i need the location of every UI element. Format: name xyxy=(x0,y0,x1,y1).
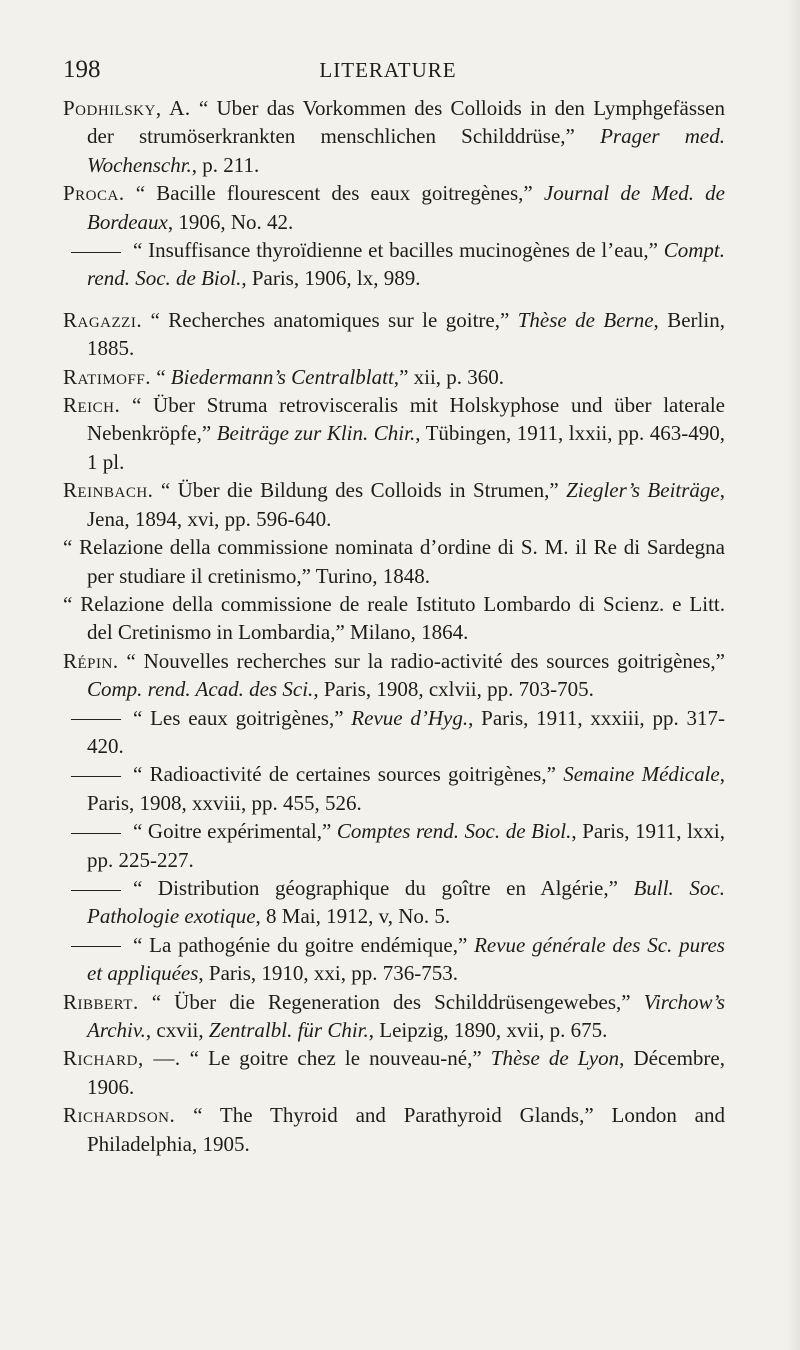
bibliography-entry xyxy=(63,590,725,647)
page-header xyxy=(63,56,713,88)
ditto-rule xyxy=(71,776,121,777)
bibliography-entry xyxy=(63,817,725,874)
bibliography-entry xyxy=(63,363,725,391)
entry-text: “ Les eaux goitrigènes,” xyxy=(133,705,352,730)
page-number: 198 xyxy=(63,56,101,83)
entry-text: “ Bacille flourescent des eaux goitregènes,” xyxy=(124,181,544,206)
ditto-rule xyxy=(71,890,121,891)
bibliography-entry xyxy=(63,306,725,363)
bibliography-entry xyxy=(63,874,725,931)
entry-text: , cxvii, xyxy=(145,1018,209,1042)
entry-source-title: Revue générale des Sc. pures et appliquées xyxy=(87,932,725,986)
bibliography-entry xyxy=(63,179,725,236)
entry-source-title: Comptes rend. Soc. de Biol. xyxy=(336,819,572,844)
entry-text: , Paris, 1906, lx, 989. xyxy=(241,266,421,291)
entry-source-title: Journal de Med. de Bordeaux xyxy=(87,181,725,234)
entry-text: , Paris, 1911, lxxi, pp. 225-227. xyxy=(87,819,726,872)
running-head: LITERATURE xyxy=(319,58,457,82)
entry-text: , Tübingen, 1911, lxxii, pp. 463-490, 1 pl. xyxy=(87,421,725,474)
page-edge-shadow xyxy=(786,0,800,1350)
entry-source-title: Compt. rend. Soc. de Biol. xyxy=(87,238,725,291)
entry-text: , Jena, 1894, xvi, pp. 596-640. xyxy=(87,478,725,531)
entry-source-title: Bull. Soc. Pathologie exotique xyxy=(87,875,725,929)
bibliography-entry xyxy=(63,647,725,704)
entry-source-title: Revue d’Hyg. xyxy=(351,705,469,730)
entry-author: Répin. xyxy=(63,648,119,673)
entry-author: Proca. xyxy=(63,181,125,206)
entry-author: Richardson. xyxy=(63,1103,176,1128)
bibliography-entry xyxy=(63,94,725,179)
bibliography-entry xyxy=(63,704,725,761)
entry-text: “ Relazione della commissione nominata d’ordine di S. M. il Re di Sardegna per studiare il cretinismo,” Turino, 1848. xyxy=(63,535,725,588)
entry-text: “ Distribution géographique du goître en Algérie,” xyxy=(133,875,634,900)
entry-text: , 8 Mai, 1912, v, No. 5. xyxy=(255,904,451,929)
entry-source-title: Virchow’s Archiv. xyxy=(87,989,725,1042)
entry-text: , p. 211. xyxy=(191,152,260,177)
entry-text: “ Relazione della commissione de reale Istituto Lombardo di Scienz. e Litt. del Cretinismo in Lombardia,” Milano, 1864. xyxy=(63,591,725,645)
entry-source-title: Semaine Médicale xyxy=(563,762,720,787)
bibliography-list xyxy=(63,94,725,1158)
entry-text: ” xii, p. 360. xyxy=(399,364,505,389)
entry-text: “ Goitre expérimental,” xyxy=(133,819,337,844)
entry-source-title: Thèse de Berne xyxy=(517,307,654,332)
entry-author: Reinbach. xyxy=(63,478,154,503)
entry-text: , Leipzig, 1890, xvii, p. 675. xyxy=(368,1018,608,1042)
entry-text: “ The Thyroid and Parathyroid Glands,” London and Philadelphia, 1905. xyxy=(87,1103,725,1156)
entry-text: “ Über die Bildung des Colloids in Strumen,” xyxy=(153,478,567,503)
entry-author: Reich. xyxy=(63,393,121,418)
entry-source-title: Biedermann’s Centralblatt, xyxy=(170,364,400,389)
ditto-rule xyxy=(71,946,121,947)
bibliography-entry xyxy=(63,476,725,533)
entry-source-title: Comp. rend. Acad. des Sci. xyxy=(87,677,314,702)
entry-text: , Décembre, 1906. xyxy=(87,1046,725,1099)
entry-text: “ La pathogénie du goitre endémique,” xyxy=(133,932,475,957)
entry-text: “ Recherches anatomiques sur le goitre,” xyxy=(142,307,518,332)
bibliography-entry xyxy=(63,988,725,1045)
entry-text: “ xyxy=(150,364,171,389)
bibliography-entry xyxy=(63,1044,725,1101)
bibliography-entry xyxy=(63,931,725,988)
entry-text: , 1906, No. 42. xyxy=(167,209,294,234)
entry-author: Podhilsky, A. xyxy=(63,96,191,120)
bibliography-entry xyxy=(63,760,725,817)
entry-text: “ Radioactivité de certaines sources goitrigènes,” xyxy=(133,762,564,787)
entry-text: , Berlin, 1885. xyxy=(87,307,725,361)
entry-text: “ Über Struma retrovisceralis mit Holskyphose und über laterale Nebenkröpfe,” xyxy=(87,393,725,446)
entry-source-title: Thèse de Lyon xyxy=(490,1046,620,1071)
entry-source-title: Zentralbl. für Chir. xyxy=(208,1018,369,1042)
entry-text: “ Uber das Vorkommen des Colloids in den Lymphgefässen der strumöserkrankten menschlichen Schilddrüse,” xyxy=(87,96,725,149)
entry-text: “ Nouvelles recherches sur la radio-activité des sources goitrigènes,” xyxy=(118,648,725,673)
entry-source-title: Prager med. Wochenschr. xyxy=(87,124,726,177)
ditto-rule xyxy=(71,252,121,253)
entry-text: , Paris, 1910, xxi, pp. 736-753. xyxy=(198,961,458,986)
entry-author: Ragazzi. xyxy=(63,307,143,332)
entry-source-title: Beiträge zur Klin. Chir. xyxy=(216,421,416,446)
entry-text: , Paris, 1908, cxlvii, pp. 703-705. xyxy=(313,677,594,702)
entry-text: “ Über die Regeneration des Schilddrüsengewebes,” xyxy=(138,989,644,1014)
bibliography-entry xyxy=(63,1101,725,1158)
bibliography-entry xyxy=(63,236,725,293)
entry-text: “ Insuffisance thyroïdienne et bacilles mucinogènes de l’eau,” xyxy=(133,238,664,263)
entry-author: Richard, —. xyxy=(63,1046,181,1071)
ditto-rule xyxy=(71,719,121,720)
ditto-rule xyxy=(71,833,121,834)
entry-source-title: Ziegler’s Beiträge xyxy=(566,478,720,503)
entry-author: Ribbert. xyxy=(63,989,139,1014)
bibliography-entry xyxy=(63,533,725,590)
entry-text: “ Le goitre chez le nouveau-né,” xyxy=(180,1046,491,1071)
bibliography-entry xyxy=(63,391,725,476)
entry-text: , Paris, 1911, xxxiii, pp. 317-420. xyxy=(87,705,725,758)
entry-text: , Paris, 1908, xxviii, pp. 455, 526. xyxy=(87,762,725,815)
entry-author: Ratimoff. xyxy=(63,364,151,389)
